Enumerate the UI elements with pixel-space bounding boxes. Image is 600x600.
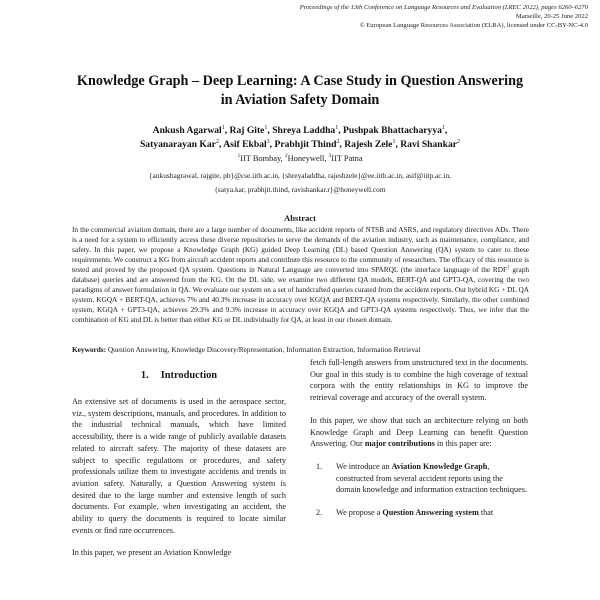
affil-sup: 1 bbox=[237, 153, 241, 160]
keywords bbox=[72, 345, 532, 355]
intro-paragraph-2: In this paper, we present an Aviation Knowledge bbox=[72, 548, 232, 558]
contributions-list bbox=[310, 461, 528, 519]
location-line: Marseille, 20-25 June 2022 bbox=[515, 13, 588, 20]
proceedings-line: Proceedings of the 13th Conference on Language Resources and Evaluation (LREC 2022), pages 6260–6270 bbox=[299, 4, 588, 11]
author-affil-sup: 1 bbox=[264, 124, 268, 131]
keywords-text: Question Answering, Knowledge Discovery/Representation, Information Extraction, Information Retrieval bbox=[107, 345, 421, 354]
author-affil-sup: 3 bbox=[266, 138, 270, 145]
item-bold-text: Aviation Knowledge Graph bbox=[391, 461, 488, 471]
author-affil-sup: 2 bbox=[215, 138, 219, 145]
paragraph-text: in this paper are: bbox=[434, 439, 492, 449]
author-name: Raj Gite bbox=[229, 125, 265, 136]
bold-text: major contributions bbox=[364, 439, 435, 449]
title-line-2: in Aviation Safety Domain bbox=[220, 92, 380, 108]
abstract-text bbox=[72, 225, 529, 325]
title-line-1: Knowledge Graph – Deep Learning: A Case Study in Question Answering bbox=[76, 73, 524, 89]
section-heading-introduction bbox=[72, 370, 286, 381]
left-column bbox=[72, 396, 286, 559]
footnote-marker: 1 bbox=[507, 265, 510, 271]
list-item bbox=[316, 461, 528, 496]
page-header bbox=[168, 3, 588, 30]
item-text: that bbox=[478, 508, 494, 518]
author-name: Ankush Agarwal bbox=[152, 125, 222, 136]
list-item bbox=[316, 507, 528, 519]
paragraph-text: In this paper, we show that such an architecture relying on both Knowledge Graph and Deep Learning can benefit Question Answering. Our bbox=[310, 415, 528, 449]
author-emails bbox=[30, 169, 570, 197]
item-bold-text: Question Answering system bbox=[382, 508, 479, 518]
abstract-heading: Abstract bbox=[284, 213, 316, 223]
affiliation: Honeywell bbox=[287, 154, 325, 163]
abstract-text-part: In the commercial aviation domain, there are a large number of documents, like accident reports of NTSB and ASRS, and regulatory directives ADs. There is a need for a system to efficiently access these diverse repositories to serve the demands of the aviation industry, such as maintenance, compliance, and safety. In this paper, we propose a Knowledge Graph (KG) guided Deep Learning (DL) based Question Answering (QA) system to cater to these requirements. We construct a KG from aircraft accident reports and contribute this resource to the community of researchers. The efficacy of this resource is tested and proved by the proposed QA system. Questions in Natural Language are converted into SPARQL (the interface language of the RDF bbox=[72, 225, 529, 274]
license-line: © European Language Resources Association (ELRA), licensed under CC-BY-NC-4.0 bbox=[359, 22, 588, 29]
author-affil-sup: 1 bbox=[441, 124, 445, 131]
item-text: We propose a bbox=[336, 508, 383, 518]
author-affil-sup: 1 bbox=[392, 138, 396, 145]
author-name: Ravi Shankar bbox=[400, 139, 458, 150]
keywords-label: Keywords: bbox=[72, 345, 107, 354]
author-name: Rajesh Zele bbox=[344, 139, 393, 150]
item-text: We introduce an bbox=[336, 461, 392, 471]
author-name: Pushpak Bhattacharyya bbox=[343, 125, 442, 136]
section-number: 1. bbox=[140, 370, 149, 381]
right-paragraph-1: fetch full-length answers from unstructured text in the documents. Our goal in this study is to combine the high coverage of textual corpora with the entity relationships in KG to improve the retrieval coverage and accuracy of the overall system. bbox=[310, 358, 528, 403]
affiliation: IIT Patna bbox=[331, 154, 363, 163]
author-line-2: Satyanarayan Kar$^2$, Asif Ekbal$^3$, Prabhjit Thind$^2$, Rajesh Zele$^1$, Ravi Shankar$^2$ bbox=[139, 138, 461, 150]
author-affil-sup: 1 bbox=[335, 124, 339, 131]
author-line-1: Ankush Agarwal$^1$, Raj Gite$^1$, Shreya Laddha$^1$, Pushpak Bhattacharyya$^1$, bbox=[152, 124, 448, 136]
abstract-text-part: graph database) queries and are answered from the KG. On the DL side, we examine two different QA models, BERT-QA and GPT3-QA, covering the two paradigms of answer formulation in QA. We evaluate our system on a set of handcrafted queries curated from the accident reports. Our hybrid KG + DL QA system, KGQA + BERT-QA, achieves 7% and 40.3% increase in accuracy over KGQA and BERT-QA systems respectively. Similarly, the other combined system, KGQA + GPT3-QA, achieves 29.3% and 9.3% increase in accuracy over KGQA and GPT3-QA systems respectively. Thus, we infer that the combination of KG and DL is better than either KG or DL individually for QA, at least in our chosen domain. bbox=[72, 264, 530, 324]
list-number: 2. bbox=[316, 508, 323, 518]
item-text: , constructed from several accident reports using the domain knowledge and information extraction techniques. bbox=[336, 461, 527, 495]
right-column bbox=[310, 357, 528, 519]
author-affil-sup: 2 bbox=[457, 138, 461, 145]
author-name: Satyanarayan Kar bbox=[139, 139, 216, 150]
author-name: Prabhjit Thind bbox=[274, 139, 337, 150]
right-paragraph-2 bbox=[310, 415, 528, 450]
affiliations: $^1$IIT Bombay, $^2$Honeywell, $^3$IIT Patna bbox=[237, 153, 363, 163]
author-list bbox=[30, 124, 570, 152]
section-title: Introduction bbox=[160, 370, 218, 381]
author-name: Shreya Laddha bbox=[272, 125, 336, 136]
author-name: Asif Ekbal bbox=[223, 139, 267, 150]
affil-sup: 2 bbox=[284, 153, 288, 160]
email-line-2: {satya.kar, prabhjit.thind, ravishankar.r}@honeywell.com bbox=[214, 185, 386, 194]
affil-sup: 3 bbox=[328, 153, 332, 160]
email-line-1: {ankushagrawal, rajgite, pb}@cse.iitb.ac.in, {shreyaladdha, rajeshzele}@ee.iitb.ac.in, asif@iitp.ac.in, bbox=[149, 171, 451, 180]
author-affil-sup: 1 bbox=[221, 124, 225, 131]
list-number: 1. bbox=[316, 461, 323, 471]
affiliation: IIT Bombay bbox=[240, 154, 281, 163]
author-affil-sup: 2 bbox=[336, 138, 340, 145]
paper-title bbox=[40, 72, 560, 110]
intro-paragraph-1: An extensive set of documents is used in the aerospace sector, viz., system descriptions, manuals, and procedures. In addition to the industrial technical manuals, which have limited accessibility, there is a wide range of publicly available datasets related to aircraft safety. The majority of these datasets are subject to specific regulations or procedures, and safety professionals utilize them to investigate accidents and trends in aviation safety. Naturally, a Question Answering system is desired due to the large number and extensive length of such documents. For example, when investigating an accident, the ability to query the documents is required to locate similar events or find rare occurrences. bbox=[72, 397, 286, 535]
